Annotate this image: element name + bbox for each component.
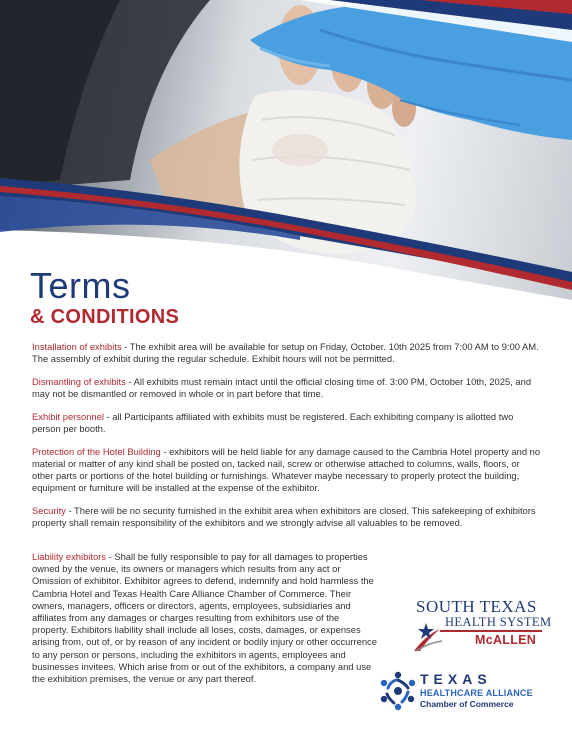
- star-swoosh-icon: [412, 617, 442, 653]
- hero-illustration: [0, 0, 572, 300]
- section-heading: Installation of exhibits: [32, 341, 122, 352]
- hero-photo: [0, 0, 572, 300]
- logo-line-3: Chamber of Commerce: [420, 699, 514, 709]
- south-texas-health-system-logo: [412, 597, 552, 657]
- texas-healthcare-alliance-logo: [378, 670, 548, 715]
- logo-line-3: McALLEN: [475, 633, 537, 647]
- section-heading: Dismantling of exhibits: [32, 375, 126, 387]
- title-block: [30, 266, 179, 328]
- section-text: - There will be no security furnished in the exhibit area when exhibitors are closed. This safekeeping of exhibitors property shall remain responsibility of the exhibitors and we strongly advise all valuables to be removed.: [32, 505, 536, 529]
- section-text: - all Participants affiliated with exhibits must be registered. Each exhibiting company is allotted two person per booth.: [32, 410, 514, 435]
- section-heading: Liability exhibitors: [32, 551, 106, 562]
- section-dismantling: [32, 376, 542, 400]
- section-text: - All exhibits must remain intact until the official closing time of. 3:00 PM, October 10th, 2025, and may not be dismantled or removed in whole or in part before that time.: [32, 375, 532, 400]
- logo-line-1: TEXAS: [420, 671, 492, 687]
- section-text: - Shall be fully responsible to pay for all damages to properties owned by the venue, its owners or managers which results from any act or Omission of exhibitor. Exhibitor agrees to defend, indemnify and hold harmless the Cambria Hotel and Texas Health Care Alliance Chamber of Commerce. Their owners, managers, officers or directors, agents, employees, subsidiaries and affiliates from any damages or charges resulting from exhibitors use of the property. Exhibitors liability shall include all loses, costs, damages, or expenses arising from, out of, or by reason of any incident or bodily injury or other occurrence to any person or persons, including the exhibitors in agents, employees and businesses invitees. Which arise from or out of the exhibitors, a company and use the exhibition premises, the venue or any part thereof.: [32, 551, 377, 685]
- logo-line-2: HEALTHCARE ALLIANCE: [420, 688, 533, 698]
- section-personnel: [32, 411, 542, 435]
- section-installation: [32, 341, 542, 365]
- logo-line-1: SOUTH TEXAS: [416, 597, 537, 616]
- section-text: - The exhibit area will be available for setup on Friday, October. 10th 2025 from 7:00 AM to 9:00 AM. The assembly of exhibit during the regular schedule. Exhibit hours will not be permitted.: [32, 341, 539, 365]
- section-liability: [32, 551, 377, 685]
- page-title: Terms: [30, 265, 131, 306]
- logo-divider: [440, 630, 542, 632]
- terms-content: [32, 341, 542, 540]
- section-protection: [32, 446, 542, 495]
- section-heading: Exhibit personnel: [32, 410, 104, 422]
- section-heading: Protection of the Hotel Building: [32, 445, 161, 457]
- section-heading: Security: [32, 505, 66, 517]
- alliance-people-icon: [378, 670, 418, 712]
- page-subtitle: & CONDITIONS: [30, 306, 180, 328]
- section-text: - exhibitors will be held liable for any damage caused to the Cambria Hotel property and no material or matter of any kind shall be posted on, tacked nail, screw or otherwise attached to columns, walls, floors, or other parts or portions of the hotel building or furnishings. Whatever maybe necessary to properly protect the building, equipment or furniture will be installed at the expense of the exhibitor.: [32, 445, 541, 494]
- logo-line-2: HEALTH SYSTEM: [445, 615, 552, 629]
- section-security: [32, 505, 542, 529]
